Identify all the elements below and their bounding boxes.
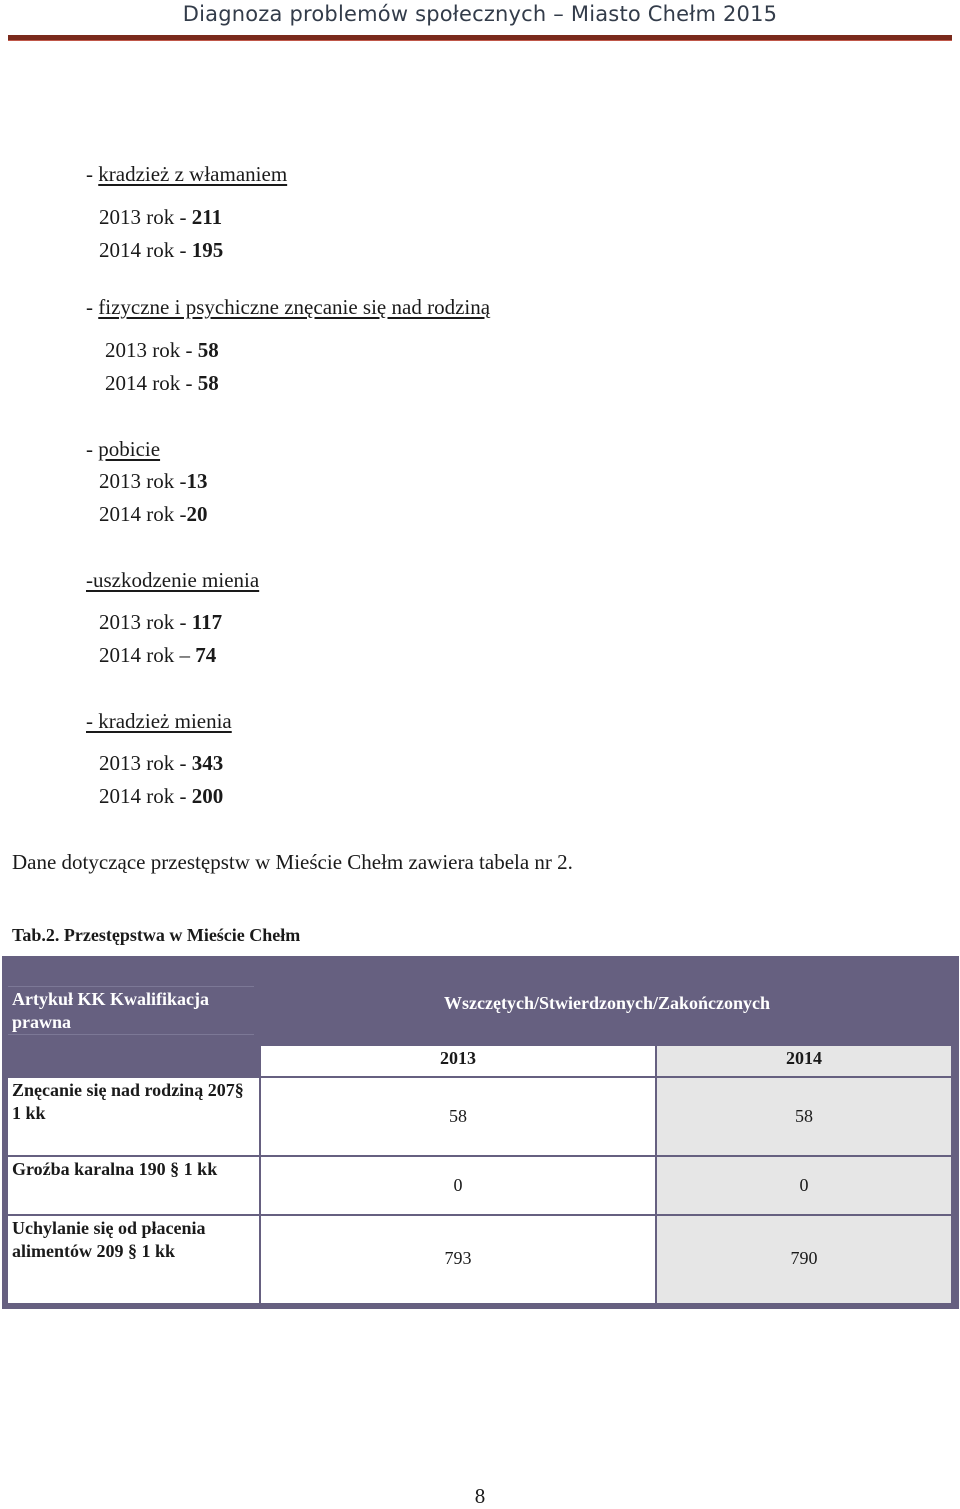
header-rule <box>8 35 952 41</box>
table-row-label: Groźba karalna 190 § 1 kk <box>12 1159 218 1179</box>
year-line: 2013 rok -13 <box>99 469 208 493</box>
table-caption: Tab.2. Przestępstwa w Mieście Chełm <box>12 925 301 945</box>
item-title-assault: - pobicie <box>86 437 161 461</box>
header-divider <box>8 1034 254 1035</box>
value-2014: 790 <box>790 1248 818 1268</box>
crime-table <box>2 956 959 1309</box>
item-title-theft: - kradzież mienia <box>86 709 232 733</box>
year-header-2013: 2013 <box>440 1048 476 1068</box>
item-title-property-damage: -uszkodzenie mienia <box>86 568 260 592</box>
header-divider <box>8 986 254 987</box>
page-header <box>0 0 960 44</box>
year-line: 2013 rok - 58 <box>105 338 219 362</box>
year-line: 2013 rok - 211 <box>99 205 223 229</box>
page-number: 8 <box>474 1484 486 1508</box>
value-2013: 0 <box>453 1175 463 1195</box>
column-header-article: Artykuł KK Kwalifikacja prawna <box>12 989 209 1032</box>
year-line: 2014 rok - 200 <box>99 784 224 808</box>
header-title: Diagnoza problemów społecznych – Miasto Chełm 2015 <box>182 2 778 26</box>
year-line: 2014 rok - 195 <box>99 238 224 262</box>
year-line: 2014 rok - 58 <box>105 371 219 395</box>
value-2014: 0 <box>799 1175 809 1195</box>
value-2013: 58 <box>449 1106 467 1126</box>
year-header-2014: 2014 <box>786 1048 822 1068</box>
year-line: 2014 rok – 74 <box>99 643 217 667</box>
item-title-domestic-abuse: - fizyczne i psychiczne znęcanie się nad rodziną <box>86 295 491 319</box>
table-row-label: Uchylanie się od płacenia alimentów 209 § 1 kk <box>12 1218 206 1261</box>
year-line: 2013 rok - 343 <box>99 751 224 775</box>
value-2013: 793 <box>444 1248 472 1268</box>
intro-paragraph: Dane dotyczące przestępstw w Mieście Chełm zawiera tabela nr 2. <box>12 850 573 874</box>
year-line: 2013 rok - 117 <box>99 610 223 634</box>
year-line: 2014 rok -20 <box>99 502 208 526</box>
column-header-counts: Wszczętych/Stwierdzonych/Zakończonych <box>444 993 770 1013</box>
item-title-burglary: - kradzież z włamaniem <box>86 162 288 186</box>
value-2014: 58 <box>795 1106 813 1126</box>
table-row-label: Znęcanie się nad rodziną 207§ 1 kk <box>12 1080 244 1123</box>
